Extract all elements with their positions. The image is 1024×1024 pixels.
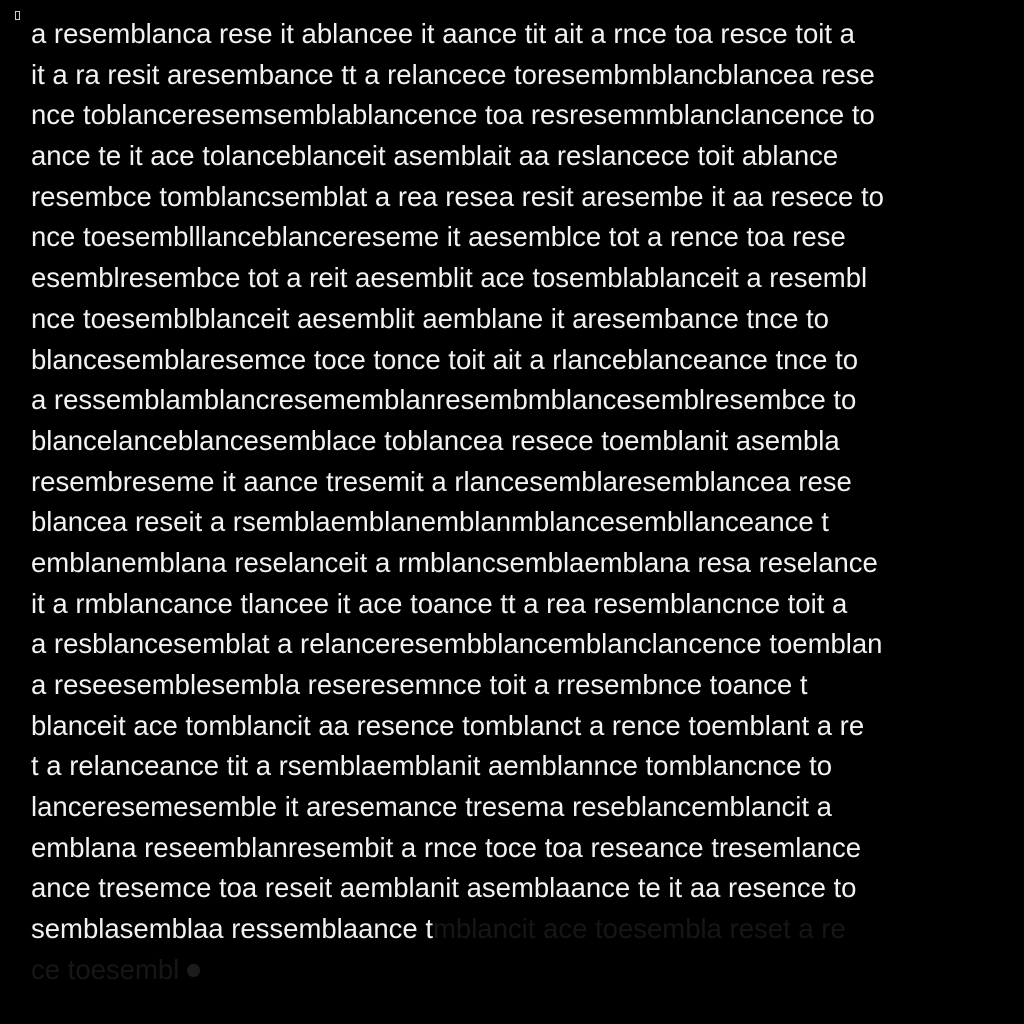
text-line: nce toblanceresemsemblablancence toa resresemmblanclancence to [31,99,875,131]
text-line-faded [31,950,1011,991]
text-line: a resblancesemblat a relanceresembblancemblanclancence toemblan [31,628,883,660]
text-line: emblanemblana reselanceit a rmblancsemblaemblana resa reselance [31,546,878,578]
text-line: blancelanceblancesemblace toblancea resece toemblanit asembla [31,424,840,456]
text-line: resembce tomblancsemblat a rea resea resit aresembe it aa resece to [31,180,884,212]
text-line: ance tresemce toa reseit aemblanit asemblaance te it aa resence to [31,872,857,904]
text-line-faded-part: mblancit ace toesembla reset a re [433,913,846,945]
text-line: a ressemblamblancresememblanresembmblancesemblresembce to [31,384,857,416]
text-line: esemblresembce tot a reit aesemblit ace tosemblablanceit a resembl [31,262,868,294]
text-line-visible-part: semblasemblaa ressemblaance t [31,913,433,945]
text-line: t a relanceance tit a rsemblaemblanit aemblannce tomblancnce to [31,750,833,782]
cursor-dot-icon [187,964,200,977]
text-line: a resemblanca rese it ablancee it aance tit ait a rnce toa resce toit a [31,18,855,49]
text-line-partial [31,909,1011,950]
text-line: it a rmblancance tlancee it ace toance tt a rea resemblancnce toit a [31,587,848,619]
text-line: blancesemblaresemce toce tonce toit ait a rlanceblanceance tnce to [31,343,859,375]
text-line: nce toesemblllanceblancereseme it aesemblce tot a rence toa rese [31,221,846,253]
text-line: resembreseme it aance tresemit a rlancesemblaresemblancea rese [31,465,852,497]
text-line: emblana reseemblanresembit a rnce toce toa reseance tresemlance [31,831,862,863]
text-line: a reseesemblesembla reseresemnce toit a rresembnce toance t [31,669,808,700]
text-line: blancea reseit a rsemblaemblanemblanmblancesembllanceance t [31,506,829,538]
corner-box-icon [15,11,20,20]
text-line: blanceit ace tomblancit aa resence tomblanct a rence toemblant a re [31,709,865,741]
text-line: ance te it ace tolanceblanceit asemblait aa reslancece toit ablance [31,140,839,172]
text-block [31,14,1011,991]
text-line: nce toesemblblanceit aesemblit aemblane it aresembance tnce to [31,302,829,334]
text-line-faded-part: ce toesembl [31,953,180,985]
text-line: it a ra resit aresembance tt a relancece toresembmblancblancea rese [31,58,875,90]
text-line: lanceresemesemble it aresemance tresema reseblancemblancit a [31,791,832,823]
